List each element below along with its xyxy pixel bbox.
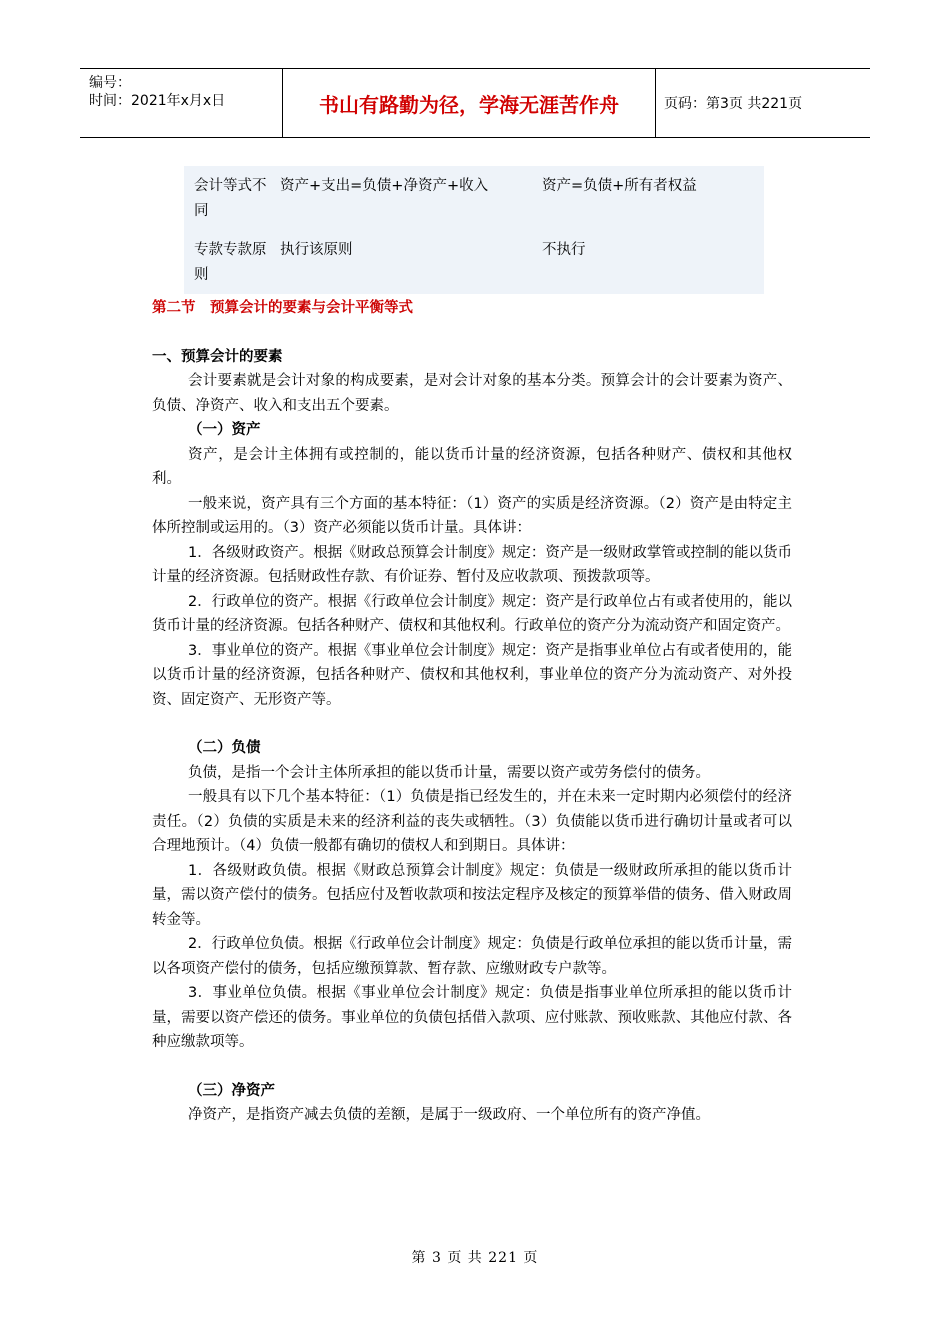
paragraph: 1．各级财政负债。根据《财政总预算会计制度》规定：负债是一级财政所承担的能以货币计量，需以资产偿付的债务。包括应付及暂收款项和按法定程序及核定的预算举借的债务、借入财政周转金等。 <box>152 862 792 928</box>
spacer <box>152 712 792 736</box>
comparison-table <box>184 166 764 294</box>
page-footer: 第 3 页 共 221 页 <box>411 1250 539 1266</box>
table-cell: 执行该原则 <box>280 242 353 258</box>
header-meta <box>80 69 283 137</box>
table-cell: 会计等式不同 <box>194 178 267 219</box>
document-body <box>152 296 792 1128</box>
page-header <box>80 68 870 138</box>
table-cell: 资产+支出=负债+净资产+收入 <box>280 178 489 194</box>
table-row <box>184 166 764 230</box>
section-title: 第二节 预算会计的要素与会计平衡等式 <box>152 300 413 316</box>
table-cell: 专款专款原则 <box>194 242 267 283</box>
heading-elements: 一、预算会计的要素 <box>152 348 283 365</box>
heading-net-assets: （三）净资产 <box>188 1082 275 1099</box>
time-label: 时间：2021年x月x日 <box>89 93 226 109</box>
paragraph: 3．事业单位的资产。根据《事业单位会计制度》规定：资产是指事业单位占有或者使用的，能以货币计量的经济资源，包括各种财产、债权和其他权利，事业单位的资产分为流动资产、对外投资、固定资产、无形资产等。 <box>152 642 792 708</box>
page-label: 页码：第3页 共221页 <box>664 96 803 112</box>
paragraph: 3．事业单位负债。根据《事业单位会计制度》规定：负债是指事业单位所承担的能以货币计量，需要以资产偿还的债务。事业单位的负债包括借入款项、应付账款、预收账款、其他应付款、各种应缴款项等。 <box>152 985 792 1050</box>
paragraph: 一般来说，资产具有三个方面的基本特征：（1）资产的实质是经济资源。（2）资产是由特定主体所控制或运用的。（3）资产必须能以货币计量。具体讲： <box>152 495 792 536</box>
heading-liabilities: （二）负债 <box>188 740 261 756</box>
heading-assets: （一）资产 <box>188 422 261 438</box>
paragraph: 2．行政单位负债。根据《行政单位会计制度》规定：负债是行政单位承担的能以货币计量，需以各项资产偿付的债务，包括应缴预算款、暂存款、应缴财政专户款等。 <box>152 936 792 977</box>
paragraph: 净资产，是指资产减去负债的差额，是属于一级政府、一个单位所有的资产净值。 <box>188 1107 710 1123</box>
paragraph: 资产，是会计主体拥有或控制的，能以货币计量的经济资源，包括各种财产、债权和其他权利。 <box>152 446 792 487</box>
paragraph: 2．行政单位的资产。根据《行政单位会计制度》规定：资产是行政单位占有或者使用的，能以货币计量的经济资源。包括各种财产、债权和其他权利。行政单位的资产分为流动资产和固定资产。 <box>152 593 792 634</box>
motto: 书山有路勤为径，学海无涯苦作舟 <box>283 69 656 137</box>
paragraph: 负债，是指一个会计主体所承担的能以货币计量，需要以资产或劳务偿付的债务。 <box>188 764 710 781</box>
paragraph: 一般具有以下几个基本特征：（1）负债是指已经发生的，并在未来一定时期内必须偿付的经济责任。（2）负债的实质是未来的经济利益的丧失或牺牲。（3）负债能以货币进行确切计量或者可以合理地预计。（4）负债一般都有确切的债权人和到期日。具体讲： <box>152 789 792 854</box>
number-label: 编号： <box>89 75 131 91</box>
paragraph: 会计要素就是会计对象的构成要素，是对会计对象的基本分类。预算会计的会计要素为资产、负债、净资产、收入和支出五个要素。 <box>152 373 792 414</box>
spacer <box>152 1055 792 1079</box>
table-cell: 不执行 <box>542 242 586 258</box>
table-row <box>184 230 764 294</box>
paragraph: 1．各级财政资产。根据《财政总预算会计制度》规定：资产是一级财政掌管或控制的能以货币计量的经济资源。包括财政性存款、有价证券、暂付及应收款项、预拨款项等。 <box>152 544 792 585</box>
table-cell: 资产=负债+所有者权益 <box>542 178 697 194</box>
